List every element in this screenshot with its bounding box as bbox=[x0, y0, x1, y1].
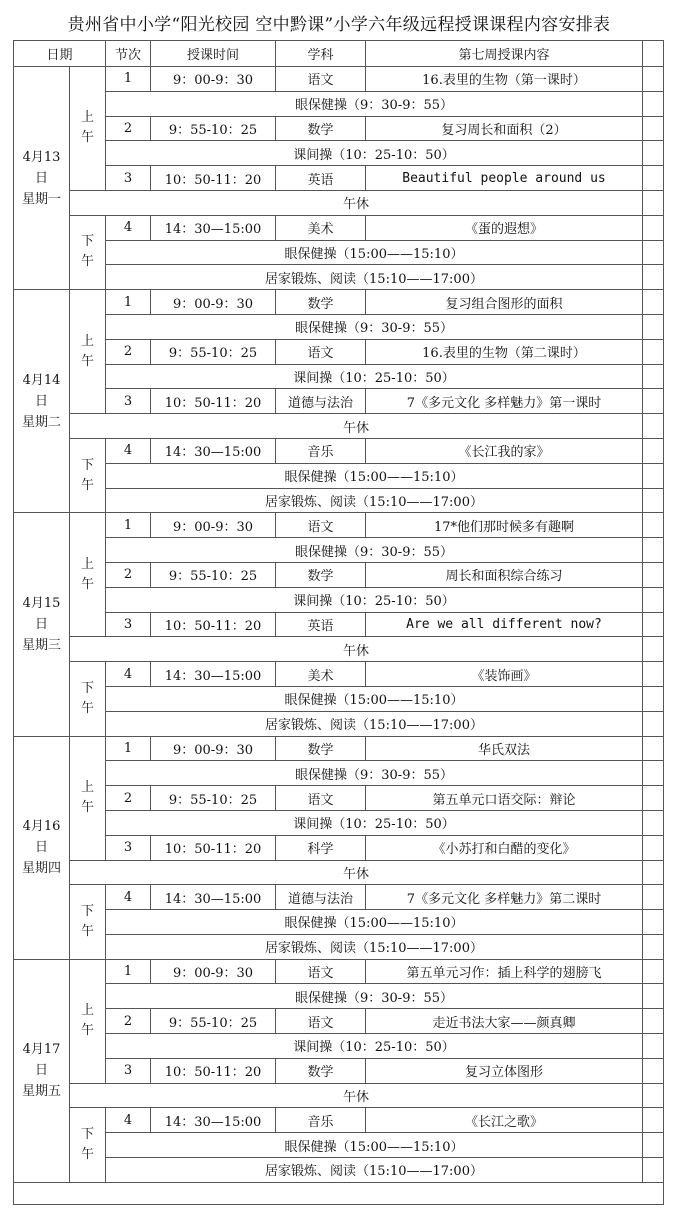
day-date: 4月15 日 bbox=[22, 595, 61, 632]
table-row bbox=[14, 364, 664, 389]
class-subject: 数学 bbox=[276, 562, 366, 587]
class-subject: 语文 bbox=[276, 513, 366, 538]
filler-cell bbox=[643, 166, 664, 191]
filler-cell bbox=[643, 538, 664, 563]
header-subject: 学科 bbox=[276, 41, 366, 67]
class-content: 《小苏打和白醋的变化》 bbox=[366, 835, 643, 860]
break-row-cell: 眼保健操（9：30-9：55） bbox=[106, 538, 643, 563]
class-time: 10：50-11：20 bbox=[151, 835, 276, 860]
class-content: 复习组合图形的面积 bbox=[366, 290, 643, 315]
table-row bbox=[14, 934, 664, 959]
filler-cell bbox=[643, 662, 664, 687]
filler-cell bbox=[643, 1133, 664, 1158]
filler-cell bbox=[643, 339, 664, 364]
class-time: 14：30—15:00 bbox=[151, 662, 276, 687]
period-number: 4 bbox=[106, 1108, 151, 1133]
class-time: 10：50-11：20 bbox=[151, 612, 276, 637]
filler-cell bbox=[643, 215, 664, 240]
filler-cell bbox=[643, 414, 664, 439]
filler-cell bbox=[643, 290, 664, 315]
filler-cell bbox=[643, 438, 664, 463]
break-row-cell: 课间操（10：25-10：50） bbox=[106, 141, 643, 166]
class-subject: 数学 bbox=[276, 1058, 366, 1083]
filler-cell bbox=[643, 1009, 664, 1034]
header-content: 第七周授课内容 bbox=[366, 41, 643, 67]
class-content: 16.表里的生物（第一课时） bbox=[366, 67, 643, 92]
table-row bbox=[14, 984, 664, 1009]
filler-cell bbox=[643, 786, 664, 811]
break-row-cell: 课间操（10：25-10：50） bbox=[106, 587, 643, 612]
day-date: 4月16 日 bbox=[22, 819, 61, 856]
day-date-cell bbox=[14, 67, 70, 290]
period-number: 3 bbox=[106, 612, 151, 637]
class-subject: 英语 bbox=[276, 612, 366, 637]
break-row-cell: 眼保健操（15:00——15:10） bbox=[106, 1133, 643, 1158]
filler-cell bbox=[643, 736, 664, 761]
table-row bbox=[14, 1034, 664, 1059]
break-row-cell: 居家锻炼、阅读（15:10——17:00） bbox=[106, 934, 643, 959]
page-title: 贵州省中小学“阳光校园 空中黔课”小学六年级远程授课课程内容安排表 bbox=[67, 15, 611, 35]
break-row-cell: 居家锻炼、阅读（15:10——17:00） bbox=[106, 711, 643, 736]
filler-cell bbox=[643, 1083, 664, 1108]
class-time: 9：00-9：30 bbox=[151, 959, 276, 984]
filler-cell bbox=[643, 1108, 664, 1133]
table-row bbox=[14, 1009, 664, 1034]
table-row bbox=[14, 910, 664, 935]
period-number: 1 bbox=[106, 959, 151, 984]
class-content: 16.表里的生物（第二课时） bbox=[366, 339, 643, 364]
table-row bbox=[14, 215, 664, 240]
class-time: 10：50-11：20 bbox=[151, 166, 276, 191]
day-date-cell bbox=[14, 513, 70, 736]
table-row bbox=[14, 587, 664, 612]
table-row bbox=[14, 711, 664, 736]
class-content: 复习立体图形 bbox=[366, 1058, 643, 1083]
break-row-cell: 眼保健操（9：30-9：55） bbox=[106, 761, 643, 786]
break-row-cell: 眼保健操（15:00——15:10） bbox=[106, 910, 643, 935]
filler-cell bbox=[643, 587, 664, 612]
class-subject: 语文 bbox=[276, 786, 366, 811]
table-row bbox=[14, 612, 664, 637]
table-row bbox=[14, 538, 664, 563]
period-number: 2 bbox=[106, 786, 151, 811]
morning-label: 上 午 bbox=[70, 736, 106, 860]
afternoon-label: 下 午 bbox=[70, 215, 106, 289]
day-date: 4月13 日 bbox=[22, 149, 61, 186]
filler-cell bbox=[643, 513, 664, 538]
filler-cell bbox=[643, 1034, 664, 1059]
break-row-cell: 居家锻炼、阅读（15:10——17:00） bbox=[106, 1158, 643, 1183]
filler-cell bbox=[643, 41, 664, 67]
break-row-cell: 眼保健操（9：30-9：55） bbox=[106, 91, 643, 116]
class-time: 9：55-10：25 bbox=[151, 562, 276, 587]
class-content: 周长和面积综合练习 bbox=[366, 562, 643, 587]
table-row bbox=[14, 67, 664, 92]
period-number: 2 bbox=[106, 116, 151, 141]
table-row bbox=[14, 141, 664, 166]
filler-cell bbox=[643, 364, 664, 389]
break-row-cell: 午休 bbox=[70, 637, 643, 662]
class-time: 9：55-10：25 bbox=[151, 1009, 276, 1034]
day-date: 4月17 日 bbox=[22, 1042, 61, 1079]
class-subject: 道德与法治 bbox=[276, 885, 366, 910]
filler-cell bbox=[643, 314, 664, 339]
class-subject: 语文 bbox=[276, 959, 366, 984]
class-time: 9：00-9：30 bbox=[151, 290, 276, 315]
filler-cell bbox=[643, 860, 664, 885]
break-row-cell: 眼保健操（15:00——15:10） bbox=[106, 240, 643, 265]
header-period: 节次 bbox=[106, 41, 151, 67]
class-subject: 语文 bbox=[276, 339, 366, 364]
table-row bbox=[14, 736, 664, 761]
period-number: 3 bbox=[106, 835, 151, 860]
class-subject: 数学 bbox=[276, 736, 366, 761]
break-row-cell: 居家锻炼、阅读（15:10——17:00） bbox=[106, 488, 643, 513]
class-time: 9：00-9：30 bbox=[151, 513, 276, 538]
break-row-cell: 午休 bbox=[70, 860, 643, 885]
table-row bbox=[14, 761, 664, 786]
period-number: 1 bbox=[106, 67, 151, 92]
break-row-cell: 课间操（10：25-10：50） bbox=[106, 1034, 643, 1059]
table-row bbox=[14, 860, 664, 885]
period-number: 1 bbox=[106, 290, 151, 315]
filler-cell bbox=[643, 265, 664, 290]
class-time: 10：50-11：20 bbox=[151, 389, 276, 414]
class-time: 9：00-9：30 bbox=[151, 67, 276, 92]
class-subject: 音乐 bbox=[276, 438, 366, 463]
period-number: 4 bbox=[106, 215, 151, 240]
table-row bbox=[14, 488, 664, 513]
class-subject: 数学 bbox=[276, 290, 366, 315]
period-number: 2 bbox=[106, 562, 151, 587]
break-row-cell: 午休 bbox=[70, 190, 643, 215]
table-row bbox=[14, 339, 664, 364]
class-time: 14：30—15:00 bbox=[151, 215, 276, 240]
class-content: 复习周长和面积（2） bbox=[366, 116, 643, 141]
period-number: 3 bbox=[106, 389, 151, 414]
class-subject: 英语 bbox=[276, 166, 366, 191]
period-number: 1 bbox=[106, 736, 151, 761]
class-content: 《长江之歌》 bbox=[366, 1108, 643, 1133]
table-row bbox=[14, 265, 664, 290]
break-row-cell: 眼保健操（15:00——15:10） bbox=[106, 463, 643, 488]
morning-label: 上 午 bbox=[70, 290, 106, 414]
filler-cell bbox=[643, 885, 664, 910]
break-row-cell: 居家锻炼、阅读（15:10——17:00） bbox=[106, 265, 643, 290]
period-number: 4 bbox=[106, 885, 151, 910]
table-row bbox=[14, 414, 664, 439]
class-content: 华氏双法 bbox=[366, 736, 643, 761]
afternoon-label: 下 午 bbox=[70, 662, 106, 736]
period-number: 3 bbox=[106, 1058, 151, 1083]
table-row bbox=[14, 885, 664, 910]
period-number: 3 bbox=[106, 166, 151, 191]
class-content: 《装饰画》 bbox=[366, 662, 643, 687]
filler-cell bbox=[643, 637, 664, 662]
table-row bbox=[14, 190, 664, 215]
day-date-cell bbox=[14, 736, 70, 959]
class-content: 7《多元文化 多样魅力》第一课时 bbox=[366, 389, 643, 414]
day-weekday: 星期二 bbox=[21, 414, 61, 430]
filler-cell bbox=[14, 1182, 664, 1204]
filler-cell bbox=[643, 984, 664, 1009]
class-time: 14：30—15:00 bbox=[151, 885, 276, 910]
day-weekday: 星期四 bbox=[21, 861, 61, 877]
filler-cell bbox=[643, 612, 664, 637]
day-weekday: 星期五 bbox=[21, 1084, 61, 1100]
table-row bbox=[14, 91, 664, 116]
table-row bbox=[14, 959, 664, 984]
table-row bbox=[14, 1182, 664, 1204]
class-subject: 美术 bbox=[276, 662, 366, 687]
filler-cell bbox=[643, 463, 664, 488]
filler-cell bbox=[643, 488, 664, 513]
class-content: Beautiful people around us bbox=[366, 166, 643, 191]
table-row bbox=[14, 686, 664, 711]
filler-cell bbox=[643, 711, 664, 736]
class-content: 17*他们那时候多有趣啊 bbox=[366, 513, 643, 538]
table-row bbox=[14, 637, 664, 662]
class-content: 7《多元文化 多样魅力》第二课时 bbox=[366, 885, 643, 910]
table-row bbox=[14, 166, 664, 191]
period-number: 1 bbox=[106, 513, 151, 538]
table-row bbox=[14, 1083, 664, 1108]
class-subject: 语文 bbox=[276, 1009, 366, 1034]
day-weekday: 星期三 bbox=[21, 637, 61, 653]
class-subject: 科学 bbox=[276, 835, 366, 860]
afternoon-label: 下 午 bbox=[70, 1108, 106, 1182]
filler-cell bbox=[643, 1158, 664, 1183]
period-number: 2 bbox=[106, 339, 151, 364]
break-row-cell: 课间操（10：25-10：50） bbox=[106, 810, 643, 835]
morning-label: 上 午 bbox=[70, 959, 106, 1083]
class-time: 9：00-9：30 bbox=[151, 736, 276, 761]
filler-cell bbox=[643, 141, 664, 166]
class-time: 9：55-10：25 bbox=[151, 116, 276, 141]
table-row bbox=[14, 810, 664, 835]
class-content: Are we all different now? bbox=[366, 612, 643, 637]
filler-cell bbox=[643, 67, 664, 92]
header-date: 日期 bbox=[14, 41, 106, 67]
table-row bbox=[14, 290, 664, 315]
class-content: 第五单元习作：插上科学的翅膀飞 bbox=[366, 959, 643, 984]
afternoon-label: 下 午 bbox=[70, 438, 106, 512]
table-row bbox=[14, 1058, 664, 1083]
filler-cell bbox=[643, 761, 664, 786]
class-time: 9：55-10：25 bbox=[151, 339, 276, 364]
filler-cell bbox=[643, 190, 664, 215]
day-date-cell bbox=[14, 959, 70, 1182]
class-time: 14：30—15:00 bbox=[151, 438, 276, 463]
table-row bbox=[14, 314, 664, 339]
filler-cell bbox=[643, 1058, 664, 1083]
class-subject: 道德与法治 bbox=[276, 389, 366, 414]
table-row bbox=[14, 463, 664, 488]
period-number: 2 bbox=[106, 1009, 151, 1034]
table-row bbox=[14, 1158, 664, 1183]
break-row-cell: 眼保健操（9：30-9：55） bbox=[106, 314, 643, 339]
filler-cell bbox=[643, 959, 664, 984]
filler-cell bbox=[643, 835, 664, 860]
class-subject: 语文 bbox=[276, 67, 366, 92]
filler-cell bbox=[643, 389, 664, 414]
filler-cell bbox=[643, 116, 664, 141]
class-subject: 数学 bbox=[276, 116, 366, 141]
table-row bbox=[14, 513, 664, 538]
break-row-cell: 眼保健操（9：30-9：55） bbox=[106, 984, 643, 1009]
class-content: 走近书法大家——颜真卿 bbox=[366, 1009, 643, 1034]
class-content: 《长江我的家》 bbox=[366, 438, 643, 463]
morning-label: 上 午 bbox=[70, 513, 106, 637]
break-row-cell: 课间操（10：25-10：50） bbox=[106, 364, 643, 389]
class-subject: 美术 bbox=[276, 215, 366, 240]
period-number: 4 bbox=[106, 662, 151, 687]
class-time: 9：55-10：25 bbox=[151, 786, 276, 811]
table-row bbox=[14, 662, 664, 687]
header-time: 授课时间 bbox=[151, 41, 276, 67]
table-row bbox=[14, 1108, 664, 1133]
table-row bbox=[14, 240, 664, 265]
filler-cell bbox=[643, 810, 664, 835]
class-time: 10：50-11：20 bbox=[151, 1058, 276, 1083]
period-number: 4 bbox=[106, 438, 151, 463]
table-row bbox=[14, 786, 664, 811]
table-row bbox=[14, 116, 664, 141]
filler-cell bbox=[643, 91, 664, 116]
filler-cell bbox=[643, 910, 664, 935]
day-weekday: 星期一 bbox=[21, 191, 61, 207]
day-date: 4月14 日 bbox=[22, 372, 61, 409]
table-row bbox=[14, 835, 664, 860]
class-content: 第五单元口语交际：辩论 bbox=[366, 786, 643, 811]
filler-cell bbox=[643, 934, 664, 959]
filler-cell bbox=[643, 686, 664, 711]
table-row bbox=[14, 1133, 664, 1158]
afternoon-label: 下 午 bbox=[70, 885, 106, 959]
schedule-table bbox=[13, 40, 664, 1205]
filler-cell bbox=[643, 562, 664, 587]
table-row bbox=[14, 389, 664, 414]
break-row-cell: 午休 bbox=[70, 1083, 643, 1108]
break-row-cell: 午休 bbox=[70, 414, 643, 439]
class-time: 14：30—15:00 bbox=[151, 1108, 276, 1133]
table-row bbox=[14, 562, 664, 587]
class-subject: 音乐 bbox=[276, 1108, 366, 1133]
day-date-cell bbox=[14, 290, 70, 513]
header-row bbox=[14, 41, 664, 67]
table-row bbox=[14, 438, 664, 463]
morning-label: 上 午 bbox=[70, 67, 106, 191]
class-content: 《蛋的遐想》 bbox=[366, 215, 643, 240]
filler-cell bbox=[643, 240, 664, 265]
break-row-cell: 眼保健操（15:00——15:10） bbox=[106, 686, 643, 711]
